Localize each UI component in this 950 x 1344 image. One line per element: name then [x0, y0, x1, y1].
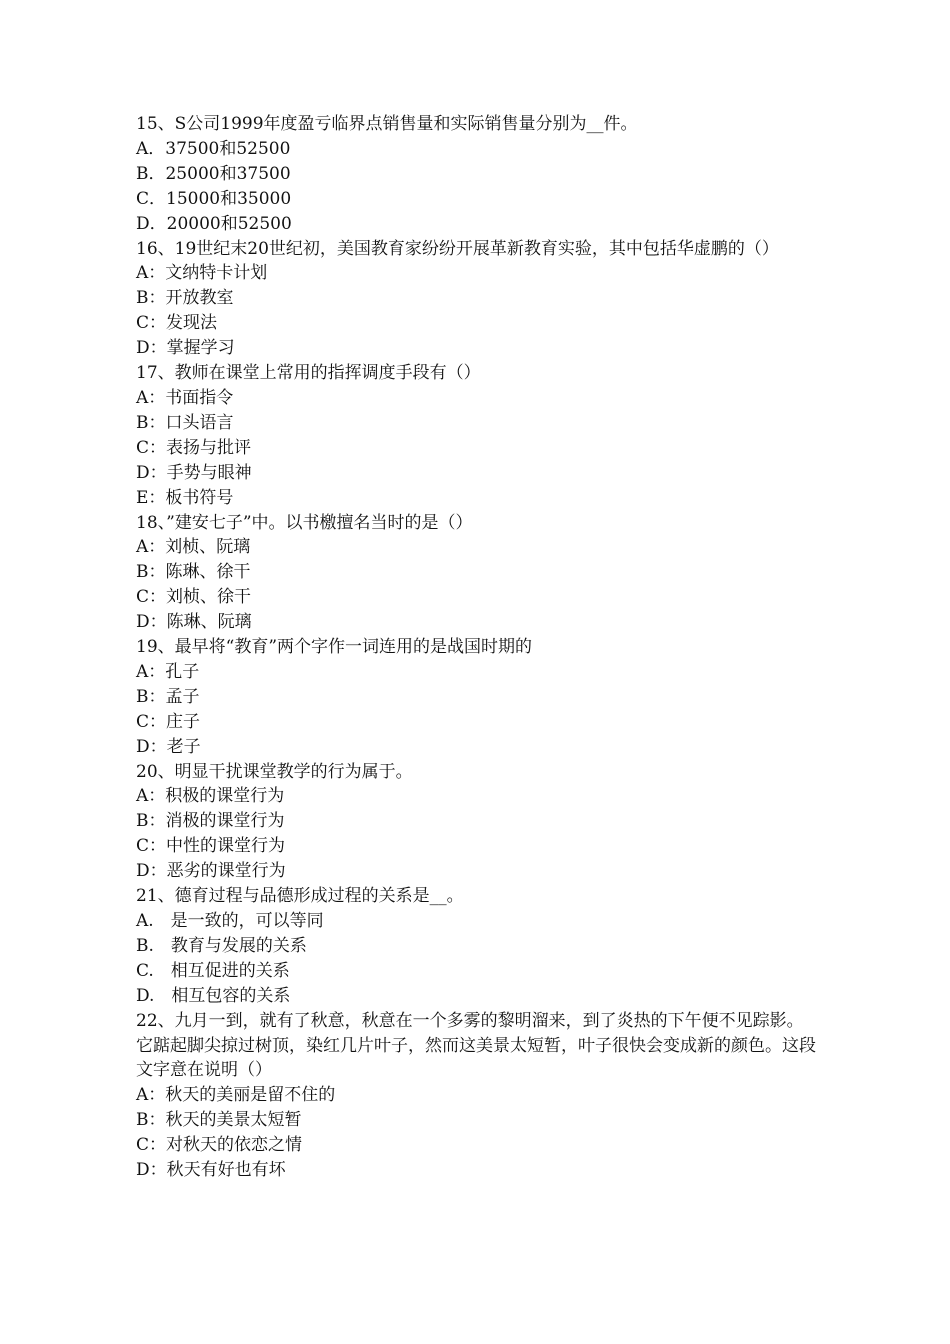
- question-block: [136, 884, 816, 1009]
- question-stem: 19、最早将“教育”两个字作一词连用的是战国时期的: [136, 637, 533, 658]
- question-block: [136, 635, 816, 760]
- question-stem: 21、德育过程与品德形成过程的关系是__。: [136, 886, 464, 907]
- answer-option: B：口头语言: [136, 412, 234, 433]
- answer-option: D：陈琳、阮璃: [136, 612, 252, 633]
- question-block: [136, 511, 816, 636]
- answer-option: D. 相互包容的关系: [136, 985, 291, 1006]
- answer-option: C：对秋天的依恋之情: [136, 1135, 303, 1156]
- answer-option: B．25000和37500: [136, 163, 291, 184]
- answer-option: C. 相互促进的关系: [136, 960, 290, 981]
- answer-option: B：秋天的美景太短暂: [136, 1110, 302, 1131]
- answer-option: B. 教育与发展的关系: [136, 935, 307, 956]
- answer-option: A．37500和52500: [136, 138, 291, 159]
- question-block: [136, 361, 816, 510]
- question-block: [136, 1009, 816, 1183]
- answer-option: A：积极的课堂行为: [136, 786, 285, 807]
- answer-option: A：书面指令: [136, 387, 234, 408]
- question-stem: 16、19世纪末20世纪初，美国教育家纷纷开展革新教育实验，其中包括华虚鹏的（）: [136, 238, 779, 259]
- answer-option: A：孔子: [136, 661, 200, 682]
- answer-option: A：秋天的美丽是留不住的: [136, 1085, 336, 1106]
- answer-option: C：刘桢、徐干: [136, 587, 252, 608]
- question-stem: 18、”建安七子”中。以书檄擅名当时的是（）: [136, 512, 473, 533]
- answer-option: D：掌握学习: [136, 338, 235, 359]
- answer-option: B：消极的课堂行为: [136, 811, 285, 832]
- answer-option: D：老子: [136, 736, 201, 757]
- answer-option: A：文纳特卡计划: [136, 263, 268, 284]
- answer-option: A：刘桢、阮璃: [136, 537, 251, 558]
- answer-option: C：中性的课堂行为: [136, 836, 286, 857]
- answer-option: C．15000和35000: [136, 188, 292, 209]
- question-block: [136, 760, 816, 885]
- answer-option: B：陈琳、徐干: [136, 562, 251, 583]
- question-stem: 17、教师在课堂上常用的指挥调度手段有（）: [136, 363, 481, 384]
- question-stem: 22、九月一到，就有了秋意，秋意在一个多雾的黎明溜来，到了炎热的下午便不见踪影。它踮起脚尖掠过树顶，染红几片叶子，然而这美景太短暂，叶子很快会变成新的颜色。这段文字意在说明（）: [136, 1010, 816, 1081]
- question-block: [136, 237, 816, 362]
- answer-option: C：表扬与批评: [136, 437, 252, 458]
- question-block: [136, 112, 816, 237]
- answer-option: D．20000和52500: [136, 213, 292, 234]
- answer-option: E：板书符号: [136, 487, 234, 508]
- answer-option: A. 是一致的，可以等同: [136, 911, 324, 931]
- answer-option: B：开放教室: [136, 288, 234, 309]
- answer-option: D：手势与眼神: [136, 462, 252, 483]
- question-stem: 15、S公司1999年度盈亏临界点销售量和实际销售量分别为__件。: [136, 114, 638, 134]
- answer-option: D：恶劣的课堂行为: [136, 861, 286, 882]
- answer-option: B：孟子: [136, 686, 200, 707]
- answer-option: D：秋天有好也有坏: [136, 1160, 286, 1181]
- answer-option: C：发现法: [136, 313, 218, 334]
- question-list: [136, 112, 816, 1183]
- question-stem: 20、明显干扰课堂教学的行为属于。: [136, 761, 413, 782]
- answer-option: C：庄子: [136, 711, 201, 732]
